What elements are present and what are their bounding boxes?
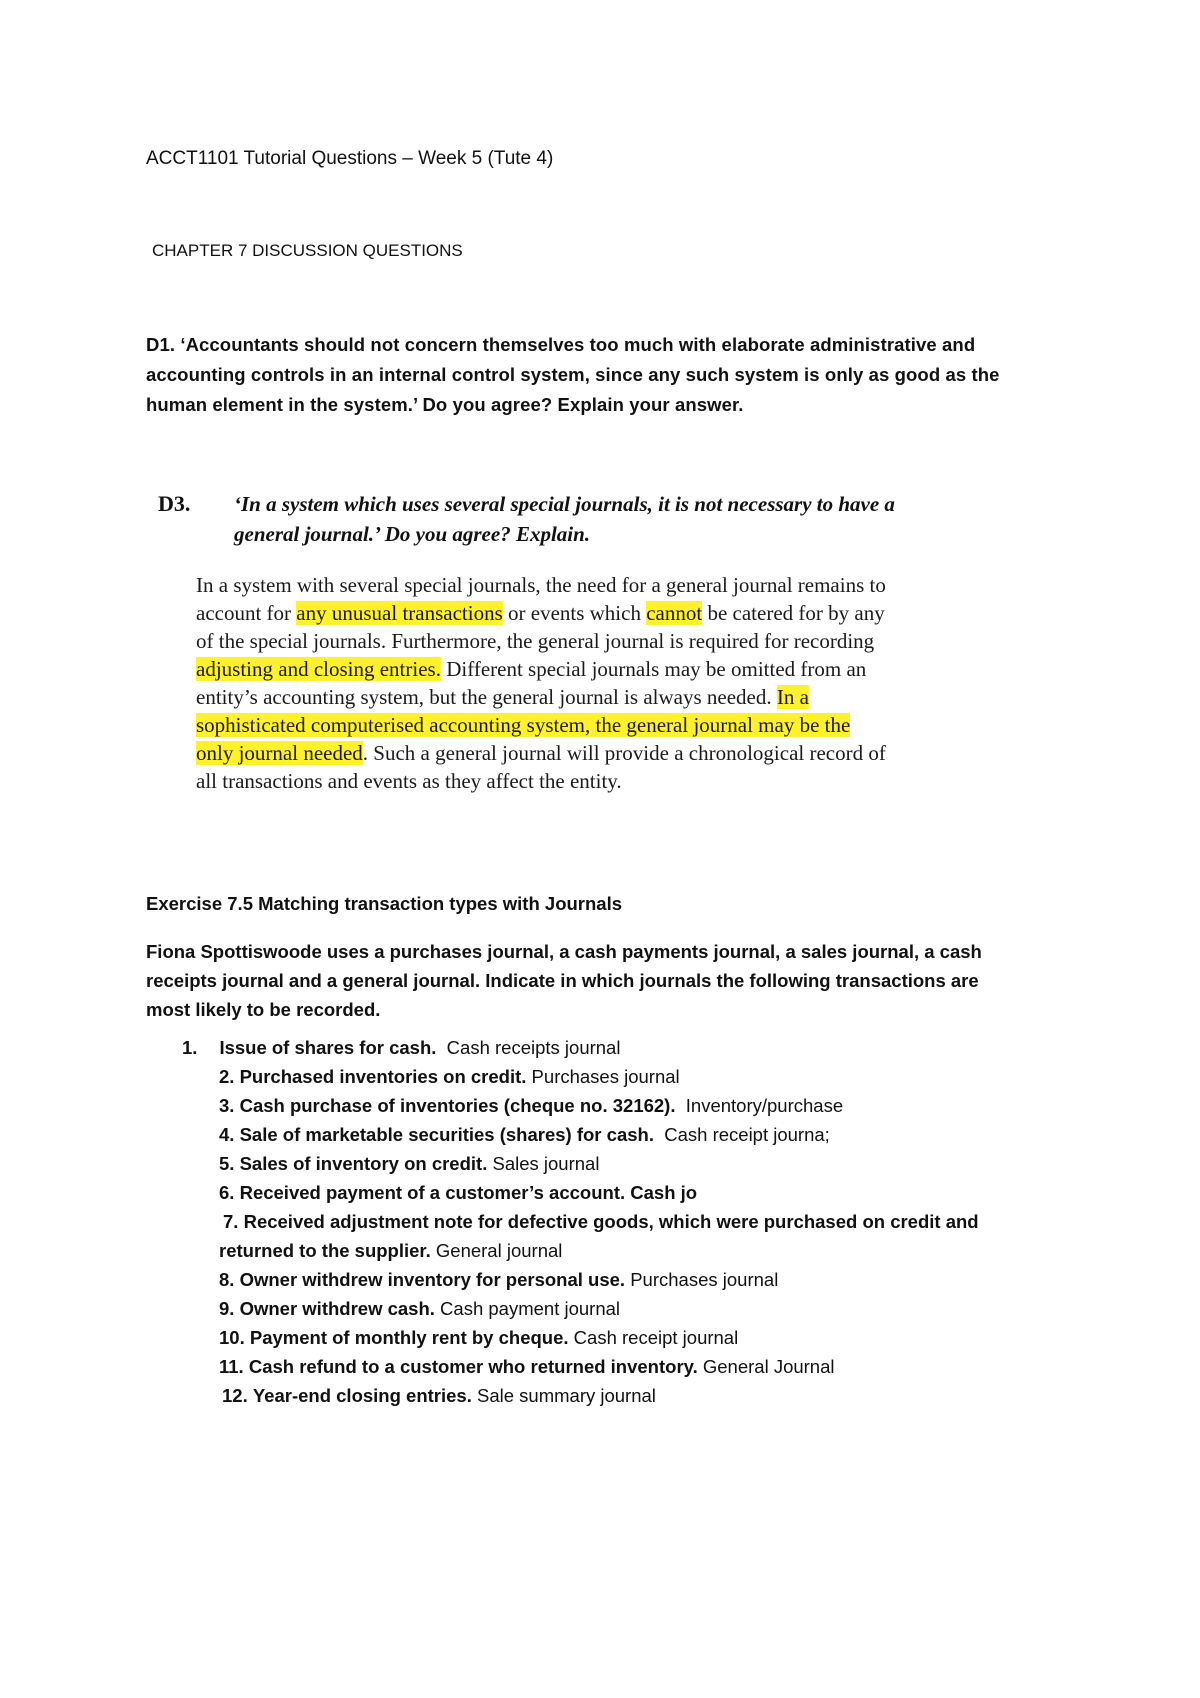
item-number: 11. xyxy=(219,1356,244,1377)
highlighted-text: any unusual transactions xyxy=(296,601,503,625)
item-answer: General Journal xyxy=(697,1356,835,1377)
answer-line xyxy=(196,767,1056,795)
item-number: 7. xyxy=(223,1211,239,1232)
list-item xyxy=(219,1327,738,1349)
exercise-heading: Exercise 7.5 Matching transaction types with Journals xyxy=(146,893,623,914)
item-number: 10. xyxy=(219,1327,245,1348)
item-question: Owner withdrew inventory for personal use. xyxy=(239,1269,626,1290)
answer-line xyxy=(196,655,1056,683)
list-item xyxy=(219,1356,835,1378)
question-d3-text xyxy=(234,489,1034,549)
list-item xyxy=(219,1124,830,1146)
item-number: 9. xyxy=(219,1298,235,1319)
item-question: Year-end closing entries. xyxy=(252,1385,472,1406)
answer-line xyxy=(196,599,1056,627)
answer-text: all transactions and events as they affect the entity. xyxy=(196,769,622,793)
item-answer: Cash receipt journal xyxy=(568,1327,739,1348)
item-answer: Purchases journal xyxy=(625,1269,779,1290)
answer-text: be catered for by any xyxy=(702,601,885,625)
item-question: Owner withdrew cash. xyxy=(239,1298,435,1319)
item-question: Received payment of a customer’s account. Cash jo xyxy=(239,1182,698,1203)
item-answer: Purchases journal xyxy=(526,1066,680,1087)
answer-text: account for xyxy=(196,601,297,625)
list-item xyxy=(219,1153,599,1175)
item-question: returned to the supplier. xyxy=(219,1240,431,1261)
question-d3-line: ‘In a system which uses several special journals, it is not necessary to have a xyxy=(234,492,895,516)
list-item xyxy=(219,1298,620,1320)
item-number: 2. xyxy=(219,1066,235,1087)
answer-text: of the special journals. Furthermore, the general journal is required for recording xyxy=(196,629,875,653)
answer-line xyxy=(196,571,1056,599)
answer-line xyxy=(196,683,1056,711)
exercise-intro xyxy=(146,937,1046,1024)
item-question: Received adjustment note for defective goods, which were purchased on credit and xyxy=(243,1211,979,1232)
chapter-heading: CHAPTER 7 DISCUSSION QUESTIONS xyxy=(152,241,463,260)
highlighted-text: adjusting and closing entries. xyxy=(196,657,441,681)
item-question: Cash purchase of inventories (cheque no. 32162). xyxy=(239,1095,676,1116)
exercise-intro-line: receipts journal and a general journal. Indicate in which journals the following transactions are xyxy=(146,970,979,991)
item-number: 8. xyxy=(219,1269,235,1290)
answer-text: In a system with several special journals, the need for a general journal remains to xyxy=(196,573,886,597)
question-d3-line: general journal.’ Do you agree? Explain. xyxy=(234,522,591,546)
item-question: Sale of marketable securities (shares) for cash. xyxy=(239,1124,654,1145)
answer-text: or events which xyxy=(502,601,647,625)
list-item xyxy=(219,1240,562,1262)
list-item xyxy=(222,1385,656,1407)
question-d3-label: D3. xyxy=(158,491,191,516)
item-number: 4. xyxy=(219,1124,235,1145)
answer-text: . Such a general journal will provide a chronological record of xyxy=(362,741,886,765)
item-answer: General journal xyxy=(430,1240,563,1261)
item-number: 5. xyxy=(219,1153,235,1174)
item-question: Payment of monthly rent by cheque. xyxy=(249,1327,569,1348)
question-d1-line: D1. ‘Accountants should not concern themselves too much with elaborate administrative and xyxy=(146,334,976,355)
highlighted-text: sophisticated computerised accounting system, the general journal may be the xyxy=(196,713,851,737)
answer-text: Different special journals may be omitted from an xyxy=(440,657,867,681)
exercise-intro-line: most likely to be recorded. xyxy=(146,999,381,1020)
item-answer: Sale summary journal xyxy=(471,1385,656,1406)
document-title: ACCT1101 Tutorial Questions – Week 5 (Tute 4) xyxy=(146,148,554,169)
item-answer: Sales journal xyxy=(487,1153,600,1174)
exercise-intro-line: Fiona Spottiswoode uses a purchases journal, a cash payments journal, a sales journal, a cash xyxy=(146,941,982,962)
answer-line xyxy=(196,627,1056,655)
question-d1 xyxy=(146,330,1046,420)
item-answer: Cash receipt journa; xyxy=(653,1124,830,1145)
item-question: Purchased inventories on credit. xyxy=(239,1066,527,1087)
item-number: 12. xyxy=(222,1385,248,1406)
highlighted-text: In a xyxy=(776,685,809,709)
item-question: Cash refund to a customer who returned inventory. xyxy=(248,1356,698,1377)
item-question: Sales of inventory on credit. xyxy=(239,1153,488,1174)
item-question: Issue of shares for cash. xyxy=(219,1037,437,1058)
item-answer: Cash payment journal xyxy=(434,1298,621,1319)
item-number: 3. xyxy=(219,1095,235,1116)
question-d1-line: human element in the system.’ Do you agree? Explain your answer. xyxy=(146,394,744,415)
highlighted-text: only journal needed xyxy=(196,741,363,765)
item-answer: Cash receipts journal xyxy=(436,1037,621,1058)
list-item xyxy=(219,1066,680,1088)
highlighted-text: cannot xyxy=(646,601,703,625)
list-item xyxy=(219,1269,778,1291)
item-number: 6. xyxy=(219,1182,235,1203)
answer-line xyxy=(196,711,1056,739)
list-item xyxy=(219,1182,697,1204)
answer-d3 xyxy=(196,571,1056,795)
item-number: 1. xyxy=(182,1037,198,1058)
item-answer: Inventory/purchase xyxy=(675,1095,844,1116)
list-item xyxy=(223,1211,979,1233)
answer-text: entity’s accounting system, but the general journal is always needed. xyxy=(196,685,777,709)
answer-line xyxy=(196,739,1056,767)
list-item xyxy=(182,1037,620,1059)
list-item xyxy=(219,1095,843,1117)
question-d1-line: accounting controls in an internal control system, since any such system is only as good as the xyxy=(146,364,1000,385)
